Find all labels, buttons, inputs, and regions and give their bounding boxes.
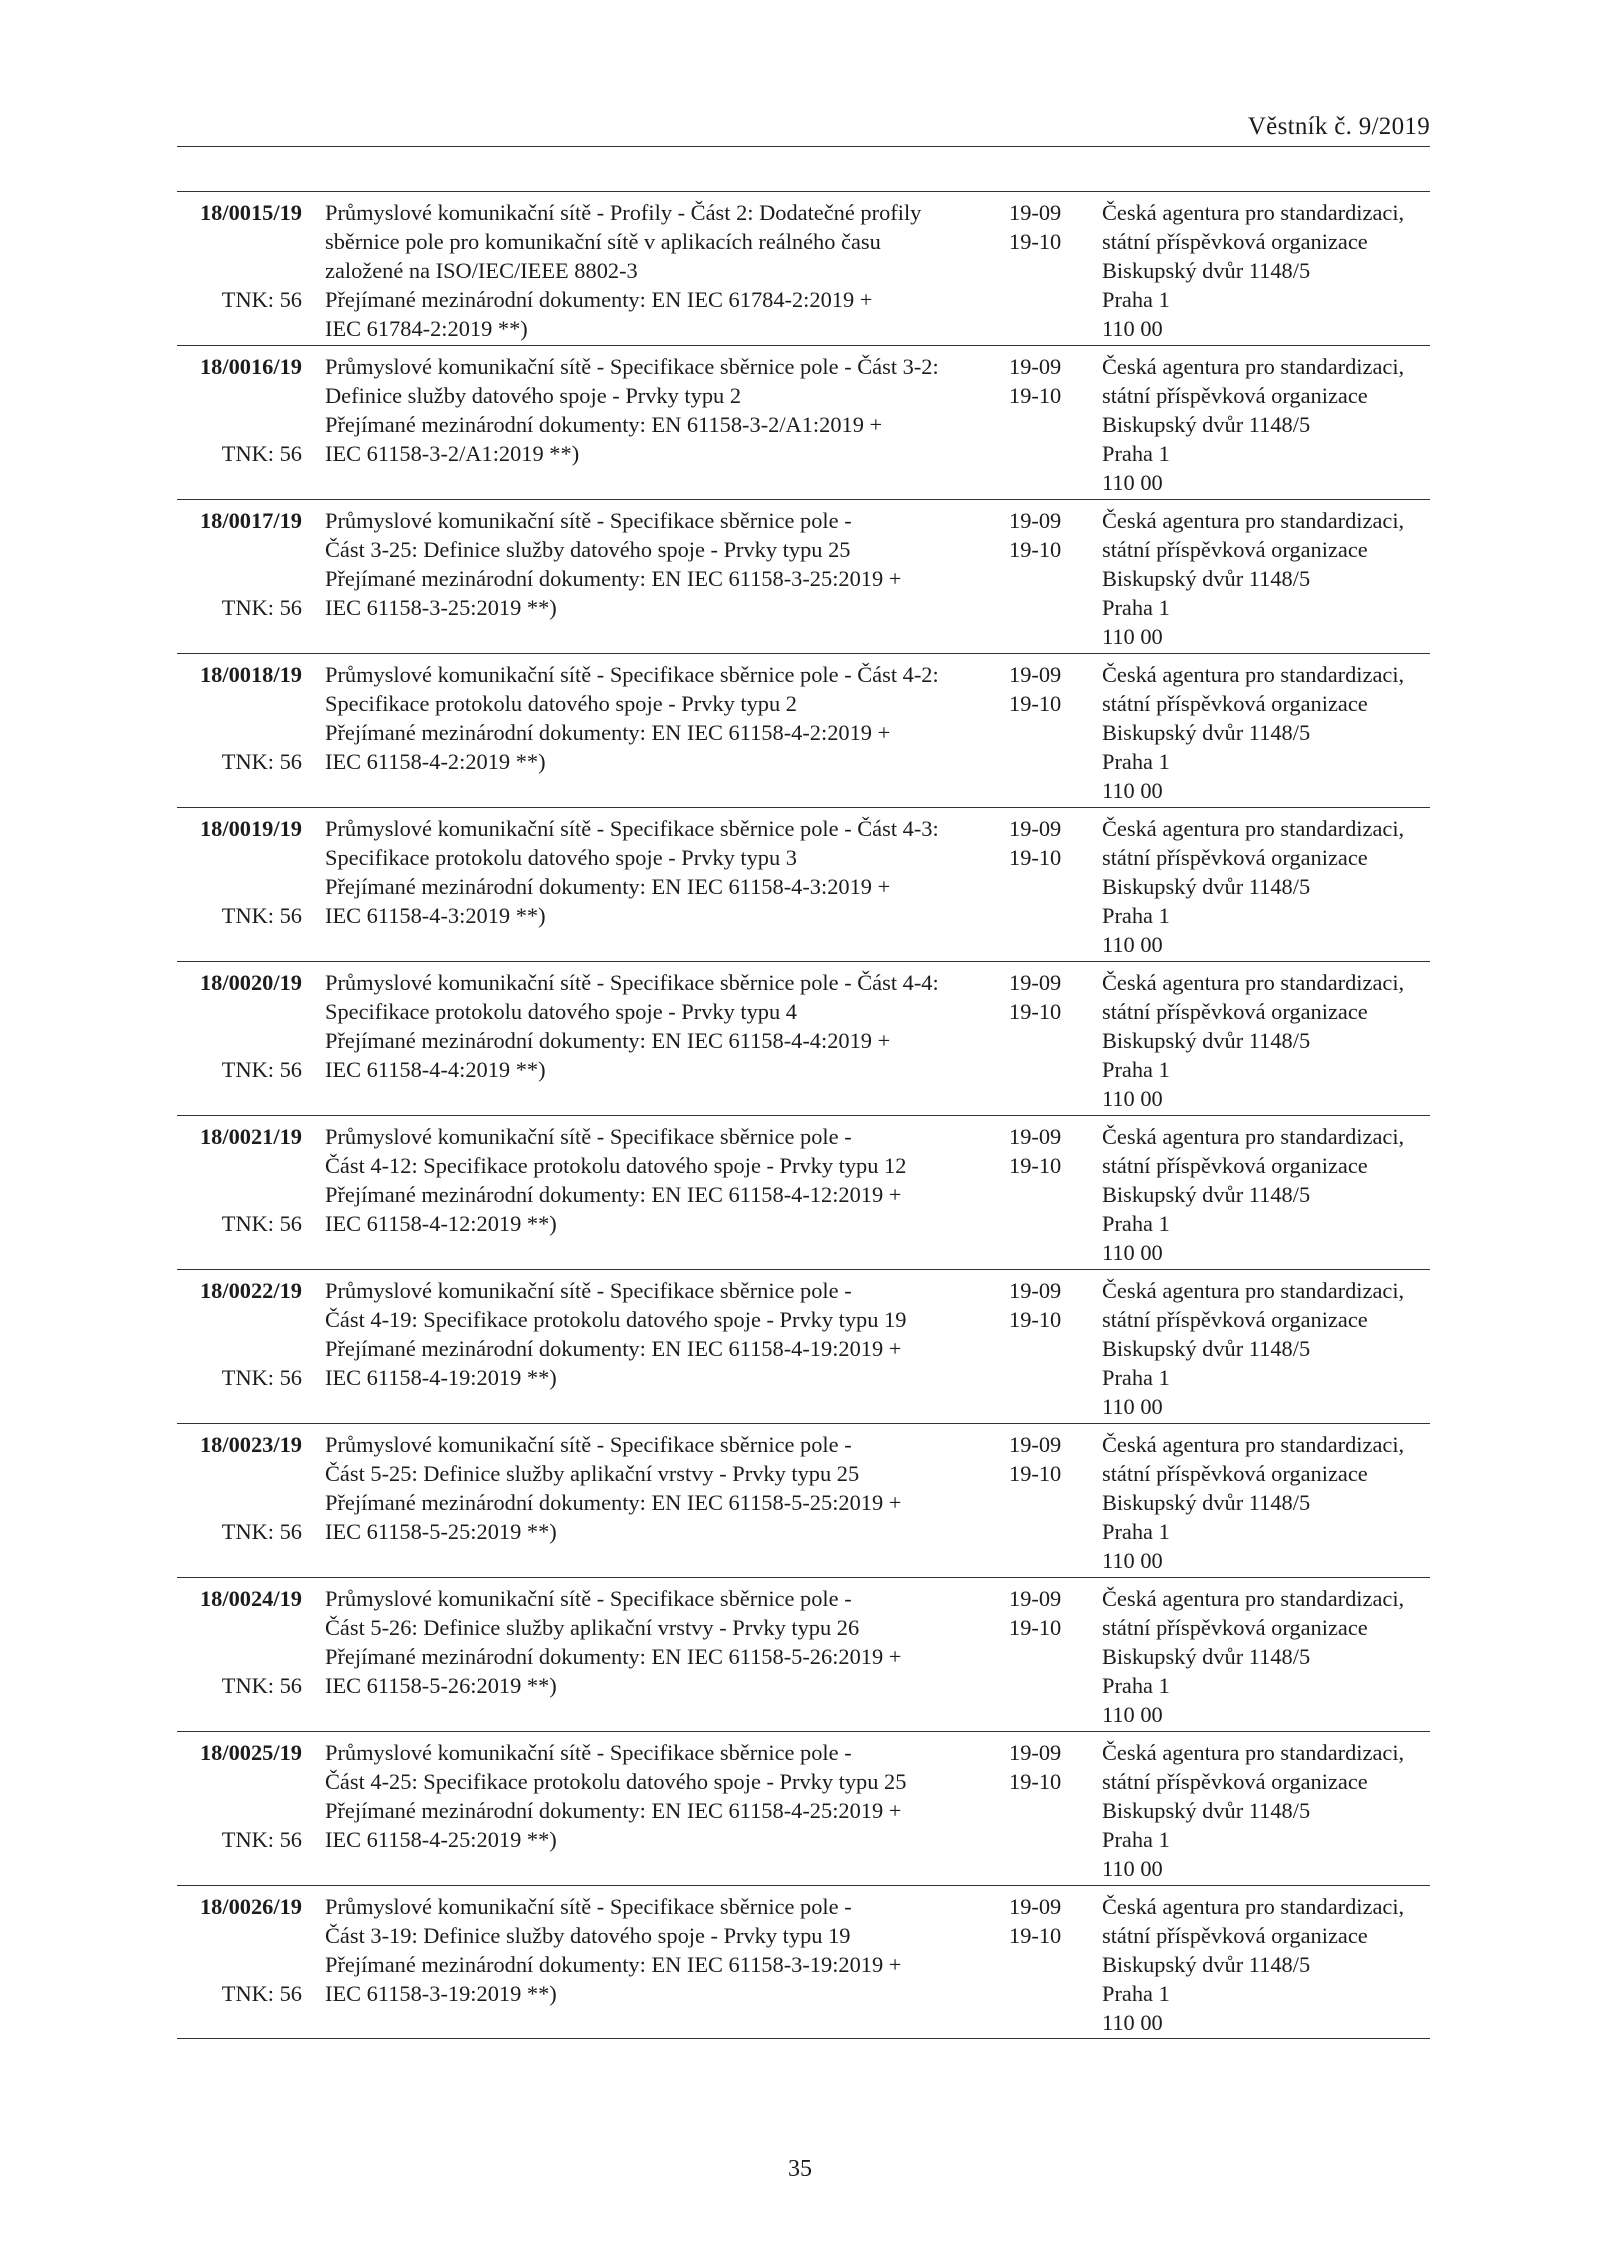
- table-row: [177, 345, 1430, 499]
- entry-description: [325, 1430, 1005, 1546]
- address-line: státní příspěvková organizace: [1102, 845, 1368, 870]
- address-line: Praha 1: [1102, 1519, 1170, 1544]
- table-row: [177, 1731, 1430, 1885]
- description-line: Průmyslové komunikační sítě - Specifikace sběrnice pole -: [325, 1432, 852, 1457]
- date-value: 19-10: [1009, 845, 1062, 870]
- table-row: [177, 961, 1430, 1115]
- address-line: státní příspěvková organizace: [1102, 999, 1368, 1024]
- date-value: 19-09: [1009, 1124, 1062, 1149]
- description-line: IEC 61158-3-19:2019 **): [325, 1981, 557, 2006]
- description-line: Průmyslové komunikační sítě - Specifikace sběrnice pole - Část 3-2:: [325, 354, 939, 379]
- description-line: Část 4-12: Specifikace protokolu datového spoje - Prvky typu 12: [325, 1153, 907, 1178]
- address-line: státní příspěvková organizace: [1102, 1153, 1368, 1178]
- date-value: 19-09: [1009, 508, 1062, 533]
- date-value: 19-09: [1009, 1740, 1062, 1765]
- address-line: Česká agentura pro standardizaci,: [1102, 662, 1405, 687]
- entry-dates: [1009, 1892, 1089, 1950]
- description-line: Přejímané mezinárodní dokumenty: EN IEC 61158-4-25:2019 +: [325, 1798, 902, 1823]
- address-line: Praha 1: [1102, 1057, 1170, 1082]
- entry-address: [1102, 1430, 1404, 1575]
- address-line: 110 00: [1102, 470, 1163, 495]
- entry-description: [325, 1122, 1005, 1238]
- description-line: Specifikace protokolu datového spoje - Prvky typu 2: [325, 691, 797, 716]
- entry-dates: [1009, 506, 1089, 564]
- entry-dates: [1009, 198, 1089, 256]
- address-line: Praha 1: [1102, 1827, 1170, 1852]
- date-value: 19-10: [1009, 1769, 1062, 1794]
- address-line: státní příspěvková organizace: [1102, 383, 1368, 408]
- entry-dates: [1009, 1584, 1089, 1642]
- address-line: státní příspěvková organizace: [1102, 1461, 1368, 1486]
- date-value: 19-10: [1009, 1615, 1062, 1640]
- description-line: Průmyslové komunikační sítě - Specifikace sběrnice pole -: [325, 1894, 852, 1919]
- table-row: [177, 1423, 1430, 1577]
- address-line: Biskupský dvůr 1148/5: [1102, 1028, 1311, 1053]
- description-line: Přejímané mezinárodní dokumenty: EN IEC 61158-4-4:2019 +: [325, 1028, 891, 1053]
- description-line: sběrnice pole pro komunikační sítě v aplikacích reálného času: [325, 229, 881, 254]
- address-line: státní příspěvková organizace: [1102, 1615, 1368, 1640]
- entry-id-cell: [177, 1122, 302, 1236]
- header-divider: [177, 146, 1430, 147]
- entry-number: 18/0020/19: [199, 970, 302, 995]
- entry-description: [325, 1584, 1005, 1700]
- date-value: 19-10: [1009, 383, 1062, 408]
- address-line: 110 00: [1102, 1856, 1163, 1881]
- description-line: IEC 61158-3-25:2019 **): [325, 595, 557, 620]
- address-line: Biskupský dvůr 1148/5: [1102, 1952, 1311, 1977]
- tnk-label: TNK: 56: [221, 287, 302, 312]
- entry-description: [325, 660, 1005, 776]
- date-value: 19-09: [1009, 1278, 1062, 1303]
- entry-id-cell: [177, 660, 302, 774]
- entry-description: [325, 1738, 1005, 1854]
- address-line: Česká agentura pro standardizaci,: [1102, 1124, 1405, 1149]
- address-line: 110 00: [1102, 1702, 1163, 1727]
- tnk-label: TNK: 56: [221, 441, 302, 466]
- address-line: Biskupský dvůr 1148/5: [1102, 1798, 1311, 1823]
- entry-number: 18/0024/19: [199, 1586, 302, 1611]
- address-line: Praha 1: [1102, 441, 1170, 466]
- date-value: 19-09: [1009, 1894, 1062, 1919]
- address-line: Biskupský dvůr 1148/5: [1102, 258, 1311, 283]
- entry-address: [1102, 352, 1404, 497]
- tnk-label: TNK: 56: [221, 1365, 302, 1390]
- description-line: IEC 61158-4-3:2019 **): [325, 903, 546, 928]
- address-line: Praha 1: [1102, 595, 1170, 620]
- entry-number: 18/0015/19: [199, 200, 302, 225]
- entry-number: 18/0017/19: [199, 508, 302, 533]
- entry-dates: [1009, 1738, 1089, 1796]
- description-line: IEC 61158-5-26:2019 **): [325, 1673, 557, 1698]
- entry-id-cell: [177, 968, 302, 1082]
- tnk-label: TNK: 56: [221, 903, 302, 928]
- address-line: Biskupský dvůr 1148/5: [1102, 1490, 1311, 1515]
- description-line: Průmyslové komunikační sítě - Specifikace sběrnice pole -: [325, 1586, 852, 1611]
- description-line: Specifikace protokolu datového spoje - Prvky typu 4: [325, 999, 797, 1024]
- entries-table: [177, 191, 1430, 2039]
- address-line: Praha 1: [1102, 903, 1170, 928]
- address-line: Česká agentura pro standardizaci,: [1102, 200, 1405, 225]
- description-line: IEC 61158-4-19:2019 **): [325, 1365, 557, 1390]
- address-line: Česká agentura pro standardizaci,: [1102, 1432, 1405, 1457]
- date-value: 19-10: [1009, 1307, 1062, 1332]
- address-line: Biskupský dvůr 1148/5: [1102, 1644, 1311, 1669]
- address-line: Česká agentura pro standardizaci,: [1102, 1740, 1405, 1765]
- address-line: státní příspěvková organizace: [1102, 537, 1368, 562]
- description-line: Průmyslové komunikační sítě - Profily - Část 2: Dodatečné profily: [325, 200, 922, 225]
- date-value: 19-10: [1009, 1153, 1062, 1178]
- entry-description: [325, 814, 1005, 930]
- date-value: 19-09: [1009, 1432, 1062, 1457]
- entry-id-cell: [177, 506, 302, 620]
- date-value: 19-10: [1009, 691, 1062, 716]
- entry-id-cell: [177, 1430, 302, 1544]
- address-line: Praha 1: [1102, 749, 1170, 774]
- entry-dates: [1009, 352, 1089, 410]
- address-line: Česká agentura pro standardizaci,: [1102, 508, 1405, 533]
- description-line: založené na ISO/IEC/IEEE 8802-3: [325, 258, 638, 283]
- entry-id-cell: [177, 814, 302, 928]
- description-line: Část 3-19: Definice služby datového spoje - Prvky typu 19: [325, 1923, 851, 1948]
- entry-dates: [1009, 1122, 1089, 1180]
- description-line: IEC 61158-4-25:2019 **): [325, 1827, 557, 1852]
- address-line: Praha 1: [1102, 287, 1170, 312]
- description-line: Část 4-25: Specifikace protokolu datového spoje - Prvky typu 25: [325, 1769, 907, 1794]
- description-line: Část 5-25: Definice služby aplikační vrstvy - Prvky typu 25: [325, 1461, 860, 1486]
- description-line: Přejímané mezinárodní dokumenty: EN IEC 61158-3-25:2019 +: [325, 566, 902, 591]
- entry-address: [1102, 1122, 1404, 1267]
- entry-address: [1102, 198, 1404, 343]
- address-line: Biskupský dvůr 1148/5: [1102, 1182, 1311, 1207]
- entry-number: 18/0025/19: [199, 1740, 302, 1765]
- date-value: 19-10: [1009, 1923, 1062, 1948]
- description-line: Přejímané mezinárodní dokumenty: EN IEC 61158-4-3:2019 +: [325, 874, 891, 899]
- table-row: [177, 653, 1430, 807]
- entry-address: [1102, 1892, 1404, 2037]
- description-line: Přejímané mezinárodní dokumenty: EN IEC 61158-3-19:2019 +: [325, 1952, 902, 1977]
- description-line: IEC 61158-4-2:2019 **): [325, 749, 546, 774]
- description-line: Část 5-26: Definice služby aplikační vrstvy - Prvky typu 26: [325, 1615, 860, 1640]
- description-line: Přejímané mezinárodní dokumenty: EN IEC 61784-2:2019 +: [325, 287, 873, 312]
- page-header-title: Věstník č. 9/2019: [1247, 113, 1430, 140]
- address-line: 110 00: [1102, 1240, 1163, 1265]
- address-line: Česká agentura pro standardizaci,: [1102, 1586, 1405, 1611]
- description-line: IEC 61784-2:2019 **): [325, 316, 528, 341]
- address-line: Praha 1: [1102, 1211, 1170, 1236]
- address-line: státní příspěvková organizace: [1102, 691, 1368, 716]
- entry-address: [1102, 814, 1404, 959]
- entry-id-cell: [177, 1584, 302, 1698]
- description-line: Přejímané mezinárodní dokumenty: EN IEC 61158-4-19:2019 +: [325, 1336, 902, 1361]
- description-line: Průmyslové komunikační sítě - Specifikace sběrnice pole -: [325, 1124, 852, 1149]
- tnk-label: TNK: 56: [221, 1827, 302, 1852]
- date-value: 19-09: [1009, 354, 1062, 379]
- table-row: [177, 1115, 1430, 1269]
- address-line: Biskupský dvůr 1148/5: [1102, 720, 1311, 745]
- description-line: Přejímané mezinárodní dokumenty: EN IEC 61158-4-2:2019 +: [325, 720, 891, 745]
- entry-address: [1102, 660, 1404, 805]
- address-line: Biskupský dvůr 1148/5: [1102, 412, 1311, 437]
- tnk-label: TNK: 56: [221, 749, 302, 774]
- entry-id-cell: [177, 198, 302, 312]
- entry-dates: [1009, 660, 1089, 718]
- entry-description: [325, 506, 1005, 622]
- entry-description: [325, 1892, 1005, 2008]
- table-row: [177, 1577, 1430, 1731]
- address-line: 110 00: [1102, 932, 1163, 957]
- address-line: 110 00: [1102, 316, 1163, 341]
- address-line: Biskupský dvůr 1148/5: [1102, 874, 1311, 899]
- description-line: IEC 61158-3-2/A1:2019 **): [325, 441, 580, 466]
- date-value: 19-10: [1009, 1461, 1062, 1486]
- tnk-label: TNK: 56: [221, 1673, 302, 1698]
- table-row: [177, 807, 1430, 961]
- date-value: 19-09: [1009, 200, 1062, 225]
- table-row: [177, 499, 1430, 653]
- entry-id-cell: [177, 352, 302, 466]
- address-line: 110 00: [1102, 1086, 1163, 1111]
- description-line: Přejímané mezinárodní dokumenty: EN IEC 61158-5-25:2019 +: [325, 1490, 902, 1515]
- description-line: Přejímané mezinárodní dokumenty: EN IEC 61158-5-26:2019 +: [325, 1644, 902, 1669]
- description-line: Průmyslové komunikační sítě - Specifikace sběrnice pole -: [325, 1278, 852, 1303]
- date-value: 19-09: [1009, 1586, 1062, 1611]
- address-line: státní příspěvková organizace: [1102, 1307, 1368, 1332]
- address-line: 110 00: [1102, 624, 1163, 649]
- address-line: 110 00: [1102, 1394, 1163, 1419]
- entry-address: [1102, 1584, 1404, 1729]
- date-value: 19-10: [1009, 537, 1062, 562]
- entry-number: 18/0016/19: [199, 354, 302, 379]
- description-line: Část 4-19: Specifikace protokolu datového spoje - Prvky typu 19: [325, 1307, 907, 1332]
- entry-id-cell: [177, 1276, 302, 1390]
- tnk-label: TNK: 56: [221, 1211, 302, 1236]
- entry-number: 18/0021/19: [199, 1124, 302, 1149]
- entry-number: 18/0023/19: [199, 1432, 302, 1457]
- address-line: Česká agentura pro standardizaci,: [1102, 354, 1405, 379]
- address-line: Praha 1: [1102, 1365, 1170, 1390]
- description-line: Průmyslové komunikační sítě - Specifikace sběrnice pole -: [325, 1740, 852, 1765]
- description-line: Přejímané mezinárodní dokumenty: EN IEC 61158-4-12:2019 +: [325, 1182, 902, 1207]
- entry-number: 18/0019/19: [199, 816, 302, 841]
- description-line: Specifikace protokolu datového spoje - Prvky typu 3: [325, 845, 797, 870]
- tnk-label: TNK: 56: [221, 1519, 302, 1544]
- address-line: Česká agentura pro standardizaci,: [1102, 816, 1405, 841]
- date-value: 19-10: [1009, 229, 1062, 254]
- tnk-label: TNK: 56: [221, 595, 302, 620]
- entry-dates: [1009, 1276, 1089, 1334]
- description-line: Definice služby datového spoje - Prvky typu 2: [325, 383, 742, 408]
- entry-address: [1102, 1738, 1404, 1883]
- date-value: 19-09: [1009, 970, 1062, 995]
- entry-description: [325, 968, 1005, 1084]
- entry-dates: [1009, 814, 1089, 872]
- address-line: státní příspěvková organizace: [1102, 1923, 1368, 1948]
- entry-number: 18/0026/19: [199, 1894, 302, 1919]
- tnk-label: TNK: 56: [221, 1981, 302, 2006]
- date-value: 19-09: [1009, 662, 1062, 687]
- date-value: 19-09: [1009, 816, 1062, 841]
- page-number: 35: [788, 2156, 812, 2182]
- entry-id-cell: [177, 1892, 302, 2006]
- address-line: 110 00: [1102, 2010, 1163, 2035]
- entry-address: [1102, 506, 1404, 651]
- address-line: Česká agentura pro standardizaci,: [1102, 1278, 1405, 1303]
- description-line: Průmyslové komunikační sítě - Specifikace sběrnice pole -: [325, 508, 852, 533]
- table-row: [177, 191, 1430, 345]
- description-line: Průmyslové komunikační sítě - Specifikace sběrnice pole - Část 4-2:: [325, 662, 939, 687]
- address-line: Praha 1: [1102, 1673, 1170, 1698]
- entry-description: [325, 1276, 1005, 1392]
- description-line: IEC 61158-4-12:2019 **): [325, 1211, 557, 1236]
- table-row: [177, 1885, 1430, 2039]
- entry-address: [1102, 968, 1404, 1113]
- entry-id-cell: [177, 1738, 302, 1852]
- entry-dates: [1009, 968, 1089, 1026]
- entry-dates: [1009, 1430, 1089, 1488]
- description-line: IEC 61158-5-25:2019 **): [325, 1519, 557, 1544]
- address-line: 110 00: [1102, 778, 1163, 803]
- description-line: Přejímané mezinárodní dokumenty: EN 61158-3-2/A1:2019 +: [325, 412, 883, 437]
- table-row: [177, 1269, 1430, 1423]
- date-value: 19-10: [1009, 999, 1062, 1024]
- entry-number: 18/0018/19: [199, 662, 302, 687]
- description-line: Průmyslové komunikační sítě - Specifikace sběrnice pole - Část 4-3:: [325, 816, 939, 841]
- address-line: Biskupský dvůr 1148/5: [1102, 566, 1311, 591]
- entry-number: 18/0022/19: [199, 1278, 302, 1303]
- description-line: Část 3-25: Definice služby datového spoje - Prvky typu 25: [325, 537, 851, 562]
- address-line: 110 00: [1102, 1548, 1163, 1573]
- address-line: Česká agentura pro standardizaci,: [1102, 970, 1405, 995]
- entry-address: [1102, 1276, 1404, 1421]
- address-line: státní příspěvková organizace: [1102, 229, 1368, 254]
- address-line: státní příspěvková organizace: [1102, 1769, 1368, 1794]
- entry-description: [325, 198, 1005, 343]
- entry-description: [325, 352, 1005, 468]
- tnk-label: TNK: 56: [221, 1057, 302, 1082]
- address-line: Biskupský dvůr 1148/5: [1102, 1336, 1311, 1361]
- address-line: Česká agentura pro standardizaci,: [1102, 1894, 1405, 1919]
- description-line: Průmyslové komunikační sítě - Specifikace sběrnice pole - Část 4-4:: [325, 970, 939, 995]
- address-line: Praha 1: [1102, 1981, 1170, 2006]
- description-line: IEC 61158-4-4:2019 **): [325, 1057, 546, 1082]
